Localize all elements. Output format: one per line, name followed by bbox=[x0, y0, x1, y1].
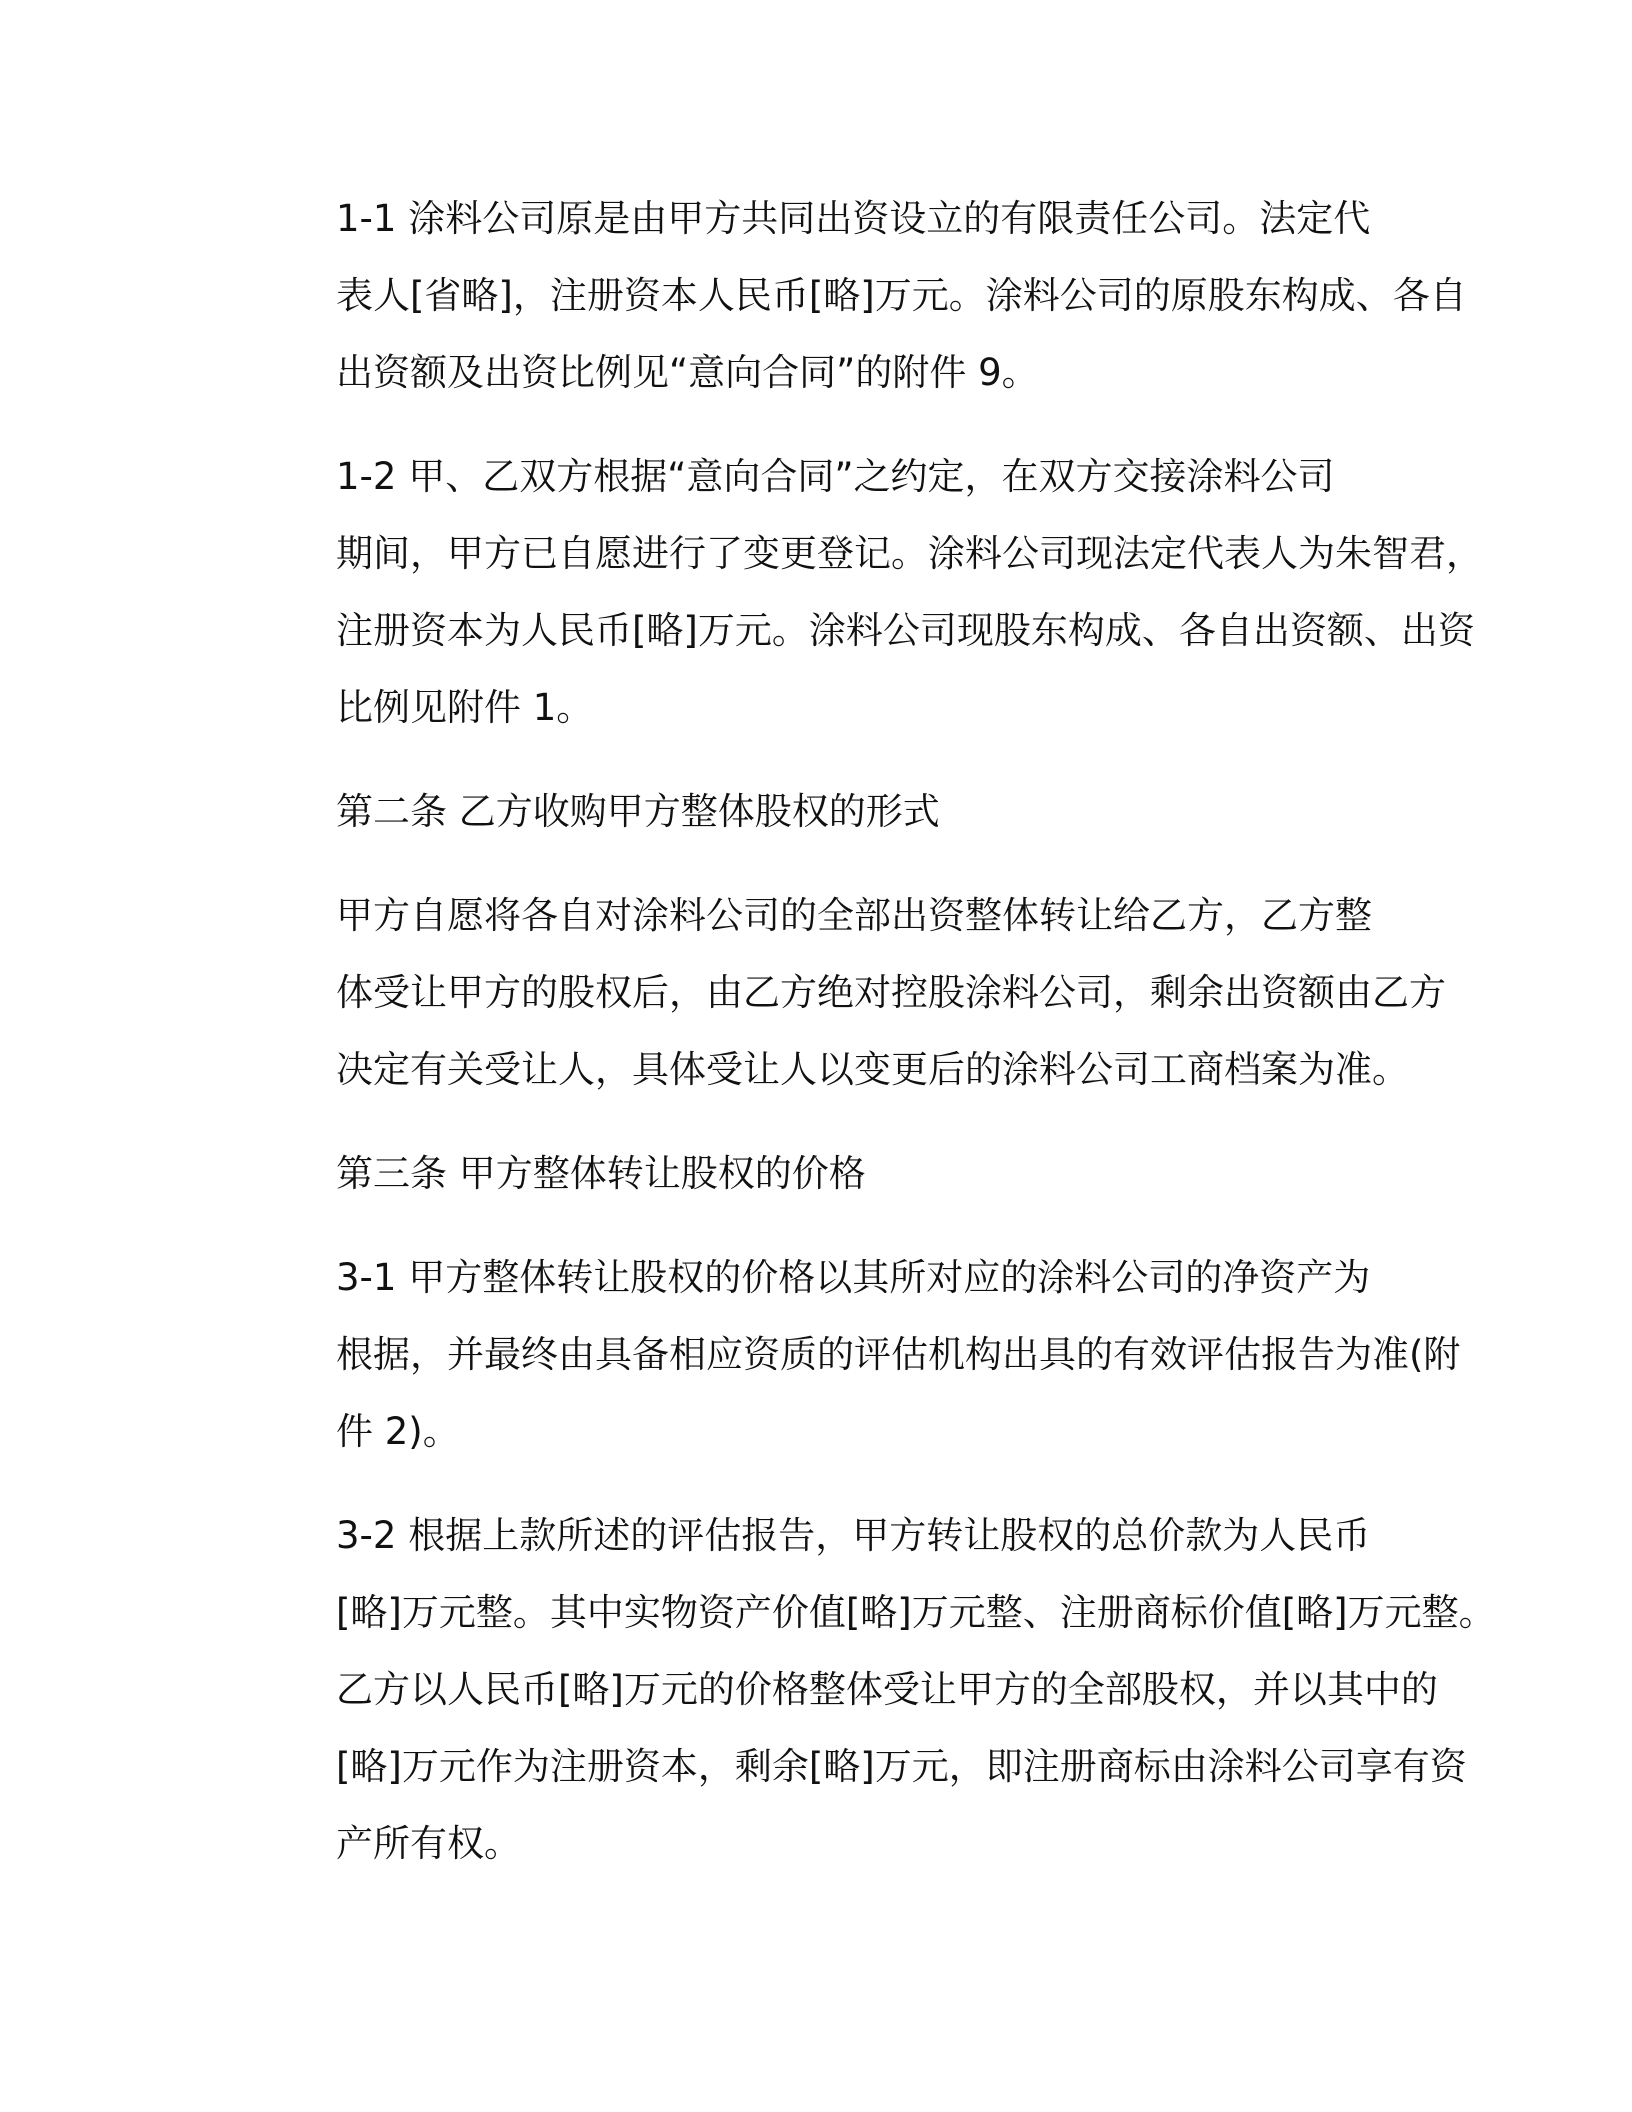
paragraph-line: 比例见附件 1。 bbox=[336, 686, 594, 729]
clause-1-1-paragraph bbox=[240, 180, 1467, 411]
paragraph-line: 乙方以人民币[略]万元的价格整体受让甲方的全部股权，并以其中的 bbox=[336, 1668, 1438, 1711]
clause-1-2-paragraph bbox=[240, 438, 1483, 746]
document-body bbox=[240, 180, 1496, 1909]
paragraph-line: 产所有权。 bbox=[336, 1822, 521, 1865]
paragraph-line: 件 2)。 bbox=[336, 1410, 460, 1453]
paragraph-line: 1-2 甲、乙双方根据“意向合同”之约定，在双方交接涂料公司 bbox=[336, 455, 1335, 498]
heading-line: 第二条 乙方收购甲方整体股权的形式 bbox=[336, 790, 940, 833]
paragraph-line: 期间，甲方已自愿进行了变更登记。涂料公司现法定代表人为朱智君， bbox=[336, 532, 1483, 575]
article-2-heading bbox=[240, 773, 1388, 850]
paragraph-line: 1-1 涂料公司原是由甲方共同出资设立的有限责任公司。法定代 bbox=[336, 197, 1371, 240]
paragraph-line: [略]万元整。其中实物资产价值[略]万元整、注册商标价值[略]万元整。 bbox=[336, 1591, 1496, 1634]
article-2-paragraph bbox=[240, 877, 1446, 1108]
paragraph-line: 3-1 甲方整体转让股权的价格以其所对应的涂料公司的净资产为 bbox=[336, 1256, 1371, 1299]
paragraph-line: 根据，并最终由具备相应资质的评估机构出具的有效评估报告为准(附 bbox=[336, 1333, 1461, 1376]
paragraph-line: 体受让甲方的股权后，由乙方绝对控股涂料公司，剩余出资额由乙方 bbox=[336, 971, 1446, 1014]
paragraph-line: 决定有关受让人，具体受让人以变更后的涂料公司工商档案为准。 bbox=[336, 1048, 1409, 1091]
paragraph-line: [略]万元作为注册资本，剩余[略]万元，即注册商标由涂料公司享有资 bbox=[336, 1745, 1467, 1788]
paragraph-line: 注册资本为人民币[略]万元。涂料公司现股东构成、各自出资额、出资 bbox=[336, 609, 1475, 652]
paragraph-line: 甲方自愿将各自对涂料公司的全部出资整体转让给乙方，乙方整 bbox=[336, 894, 1372, 937]
heading-line: 第三条 甲方整体转让股权的价格 bbox=[336, 1152, 866, 1195]
paragraph-line: 3-2 根据上款所述的评估报告，甲方转让股权的总价款为人民币 bbox=[336, 1514, 1371, 1557]
paragraph-line: 表人[省略]，注册资本人民币[略]万元。涂料公司的原股东构成、各自 bbox=[336, 274, 1467, 317]
paragraph-line: 出资额及出资比例见“意向合同”的附件 9。 bbox=[336, 351, 1039, 394]
clause-3-1-paragraph bbox=[240, 1239, 1461, 1470]
article-3-heading bbox=[240, 1135, 1388, 1212]
clause-3-2-paragraph bbox=[240, 1497, 1496, 1882]
